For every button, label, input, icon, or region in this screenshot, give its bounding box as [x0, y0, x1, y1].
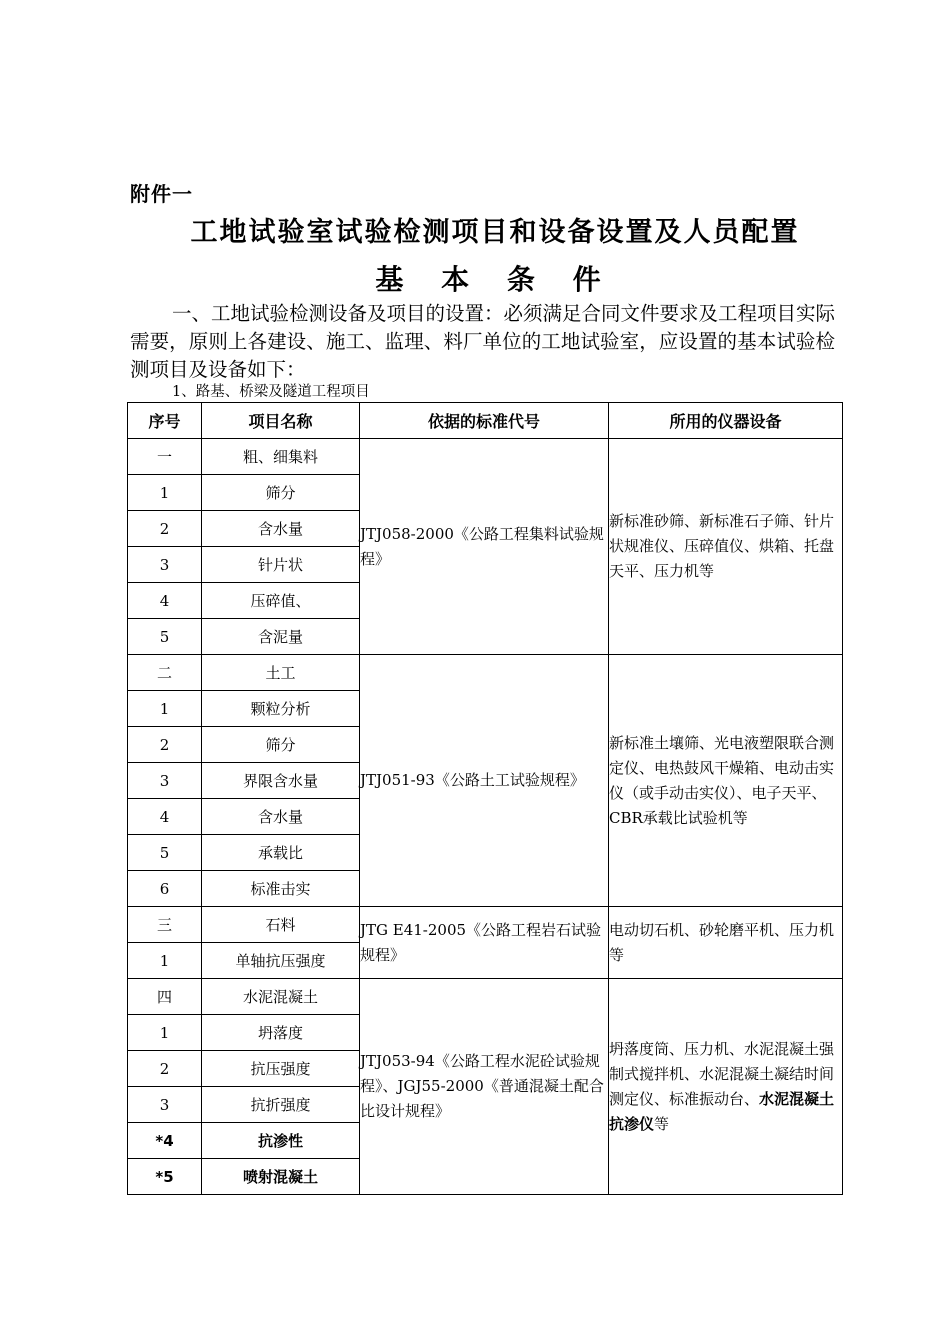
standard-cell: JTG E41-2005《公路工程岩石试验规程》	[360, 907, 609, 979]
row-name: 含水量	[202, 799, 360, 835]
row-name: 界限含水量	[202, 763, 360, 799]
row-name: 针片状	[202, 547, 360, 583]
row-no: 3	[128, 1087, 202, 1123]
standard-cell: JTJ053-94《公路工程水泥砼试验规程》、JGJ55-2000《普通混凝土配合比设计规程》	[360, 979, 609, 1195]
row-name: 含泥量	[202, 619, 360, 655]
row-no: 4	[128, 799, 202, 835]
header-no: 序号	[128, 403, 202, 439]
row-no: *5	[128, 1159, 202, 1195]
row-name: 承载比	[202, 835, 360, 871]
row-name: 筛分	[202, 475, 360, 511]
row-no: 3	[128, 547, 202, 583]
row-name: 颗粒分析	[202, 691, 360, 727]
row-name: 水泥混凝土	[202, 979, 360, 1015]
equipment-text-bold: 水泥混凝土抗渗仪	[609, 1089, 835, 1133]
table-row	[128, 655, 843, 691]
row-name: 压碎值、	[202, 583, 360, 619]
table-row	[128, 979, 843, 1015]
section-heading: 1、路基、桥梁及隧道工程项目	[172, 384, 370, 400]
equipment-cell: 新标准土壤筛、光电液塑限联合测定仪、电热鼓风干燥箱、电动击实仪（或手动击实仪）、电子天平、CBR承载比试验机等	[609, 655, 843, 907]
equipment-cell: 电动切石机、砂轮磨平机、压力机等	[609, 907, 843, 979]
row-no: 三	[128, 907, 202, 943]
row-no: 一	[128, 439, 202, 475]
row-no: *4	[128, 1123, 202, 1159]
table-row	[128, 439, 843, 475]
document-subtitle: 基 本 条 件	[375, 263, 615, 296]
row-no: 1	[128, 691, 202, 727]
header-standard: 依据的标准代号	[360, 403, 609, 439]
standard-cell: JTJ051-93《公路土工试验规程》	[360, 655, 609, 907]
row-name: 粗、细集料	[202, 439, 360, 475]
table-row	[128, 907, 843, 943]
equipment-text: 坍落度筒、压力机、水泥混凝土强制式搅拌机、水泥混凝土凝结时间测定仪、标准振动台、	[609, 1039, 835, 1108]
row-name: 抗渗性	[202, 1123, 360, 1159]
row-no: 1	[128, 475, 202, 511]
standard-cell: JTJ058-2000《公路工程集料试验规程》	[360, 439, 609, 655]
row-no: 4	[128, 583, 202, 619]
row-name: 抗折强度	[202, 1087, 360, 1123]
row-no: 1	[128, 943, 202, 979]
row-name: 土工	[202, 655, 360, 691]
row-no: 5	[128, 619, 202, 655]
row-name: 含水量	[202, 511, 360, 547]
header-item-name: 项目名称	[202, 403, 360, 439]
row-no: 四	[128, 979, 202, 1015]
row-name: 标准击实	[202, 871, 360, 907]
row-no: 二	[128, 655, 202, 691]
row-no: 2	[128, 511, 202, 547]
requirements-table	[127, 402, 843, 1195]
equipment-cell: 新标准砂筛、新标准石子筛、针片状规准仪、压碎值仪、烘箱、托盘天平、压力机等	[609, 439, 843, 655]
equipment-text-suffix: 等	[654, 1114, 670, 1133]
row-no: 5	[128, 835, 202, 871]
header-equipment: 所用的仪器设备	[609, 403, 843, 439]
attachment-label: 附件一	[130, 182, 193, 206]
row-name: 喷射混凝土	[202, 1159, 360, 1195]
row-name: 坍落度	[202, 1015, 360, 1051]
row-no: 3	[128, 763, 202, 799]
row-no: 2	[128, 727, 202, 763]
row-no: 1	[128, 1015, 202, 1051]
equipment-cell	[609, 979, 843, 1195]
row-no: 6	[128, 871, 202, 907]
table-header-row	[128, 403, 843, 439]
row-name: 单轴抗压强度	[202, 943, 360, 979]
row-name: 筛分	[202, 727, 360, 763]
row-name: 抗压强度	[202, 1051, 360, 1087]
intro-paragraph: 一、工地试验检测设备及项目的设置：必须满足合同文件要求及工程项目实际需要，原则上各建设、施工、监理、料厂单位的工地试验室，应设置的基本试验检测项目及设备如下：	[130, 302, 836, 381]
row-name: 石料	[202, 907, 360, 943]
row-no: 2	[128, 1051, 202, 1087]
document-title: 工地试验室试验检测项目和设备设置及人员配置	[190, 217, 800, 248]
